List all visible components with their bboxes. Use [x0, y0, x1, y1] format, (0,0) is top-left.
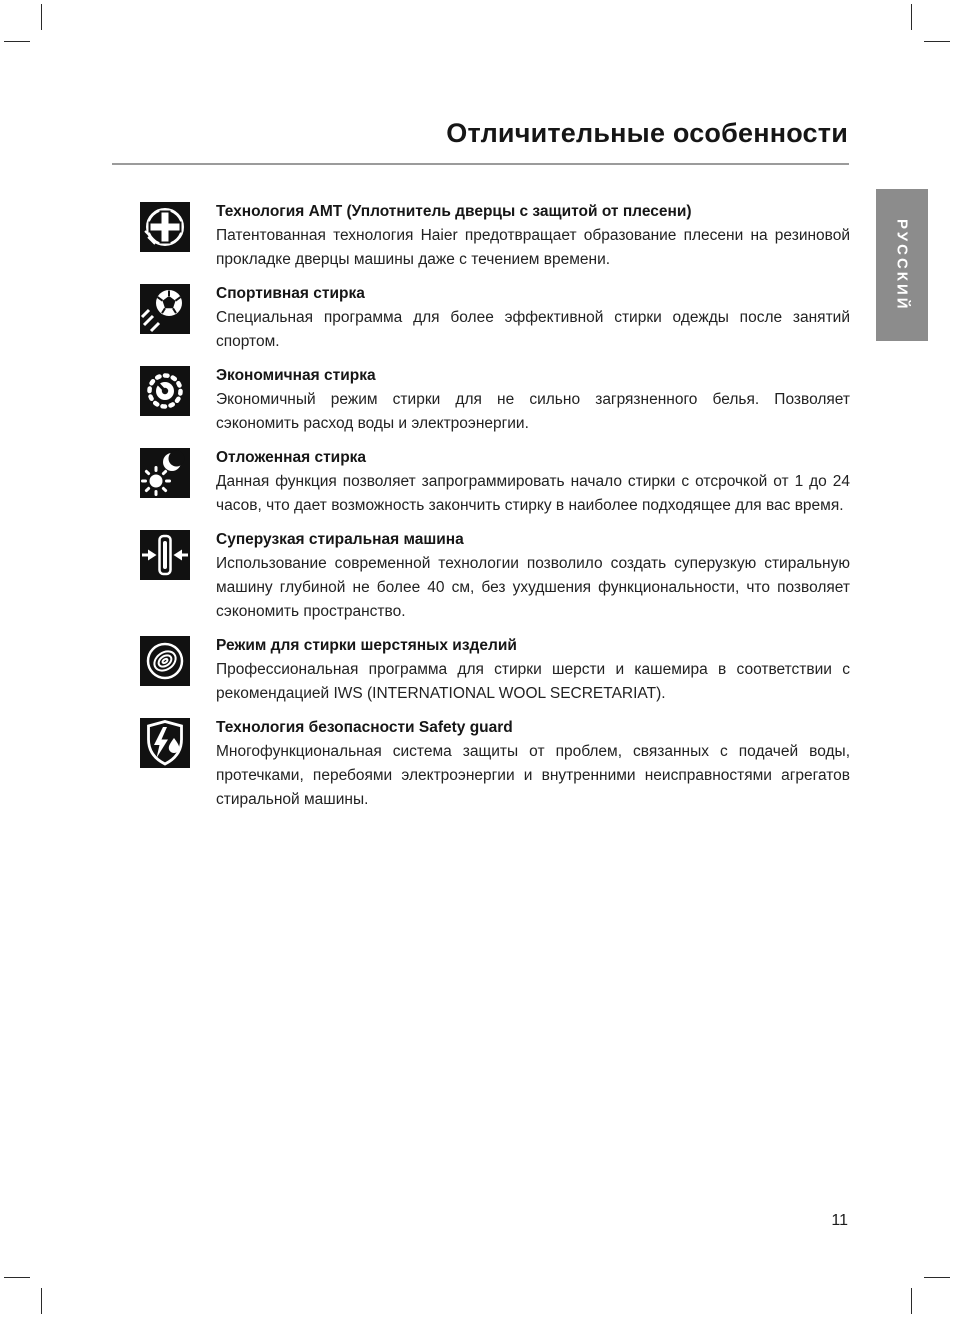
amt-mould-proof-icon — [140, 200, 190, 272]
language-tab-russian: РУССКИЙ — [876, 189, 928, 341]
delay-wash-icon — [140, 446, 190, 518]
feature-body: Экономичный режим стирки для не сильно загрязненного белья. Позволяет сэкономить расход воды и электроэнергии. — [216, 391, 850, 432]
feature-body: Данная функция позволяет запрограммировать начало стирки с отсрочкой от 1 до 24 часов, что дает возможность закончить стирку в наиболее подходящее для вас время. — [216, 473, 850, 514]
feature-title: Отложенная стирка — [216, 449, 367, 466]
crop-mark — [41, 4, 42, 30]
feature-title: Спортивная стирка — [216, 285, 365, 302]
feature-title: Экономичная стирка — [216, 367, 376, 384]
feature-body: Специальная программа для более эффективной стирки одежды после занятий спортом. — [216, 309, 850, 350]
feature-body: Многофункциональная система защиты от проблем, связанных с подачей воды, протечками, перебоями электроэнергии и внутренними неисправностями агрегатов стиральной машины. — [216, 743, 850, 808]
feature-item — [140, 634, 850, 706]
feature-item — [140, 446, 850, 518]
feature-title: Режим для стирки шерстяных изделий — [216, 637, 517, 654]
feature-body: Профессиональная программа для стирки шерсти и кашемира в соответствии с рекомендацией IWS (INTERNATIONAL WOOL SECRETARIAT). — [216, 661, 850, 702]
feature-body: Патентованная технология Haier предотвращает образование плесени на резиновой прокладке дверцы машины даже с течением времени. — [216, 227, 850, 268]
features-list — [140, 200, 850, 812]
crop-mark — [4, 41, 30, 42]
feature-title: Технология безопасности Safety guard — [216, 719, 513, 736]
wool-wash-icon — [140, 634, 190, 706]
safety-guard-icon — [140, 716, 190, 812]
crop-mark — [4, 1277, 30, 1278]
crop-mark — [924, 41, 950, 42]
eco-wash-icon — [140, 364, 190, 436]
page-title: Отличительные особенности — [446, 118, 848, 148]
feature-item — [140, 200, 850, 272]
crop-mark — [924, 1277, 950, 1278]
feature-body: Использование современной технологии позволило создать суперузкую стиральную машину глубиной не более 40 см, без ухудшения функциональности, что позволяет сэкономить пространство. — [216, 555, 850, 620]
feature-item — [140, 364, 850, 436]
feature-item — [140, 282, 850, 354]
title-rule — [112, 163, 849, 165]
slim-machine-icon — [140, 528, 190, 624]
page-number: 11 — [831, 1212, 848, 1229]
feature-title: Суперузкая стиральная машина — [216, 531, 464, 548]
crop-mark — [41, 1288, 42, 1314]
feature-item — [140, 716, 850, 812]
feature-title: Технология AMT (Уплотнитель дверцы с защитой от плесени) — [216, 203, 692, 220]
crop-mark — [911, 1288, 912, 1314]
sport-wash-icon — [140, 282, 190, 354]
feature-item — [140, 528, 850, 624]
crop-mark — [911, 4, 912, 30]
